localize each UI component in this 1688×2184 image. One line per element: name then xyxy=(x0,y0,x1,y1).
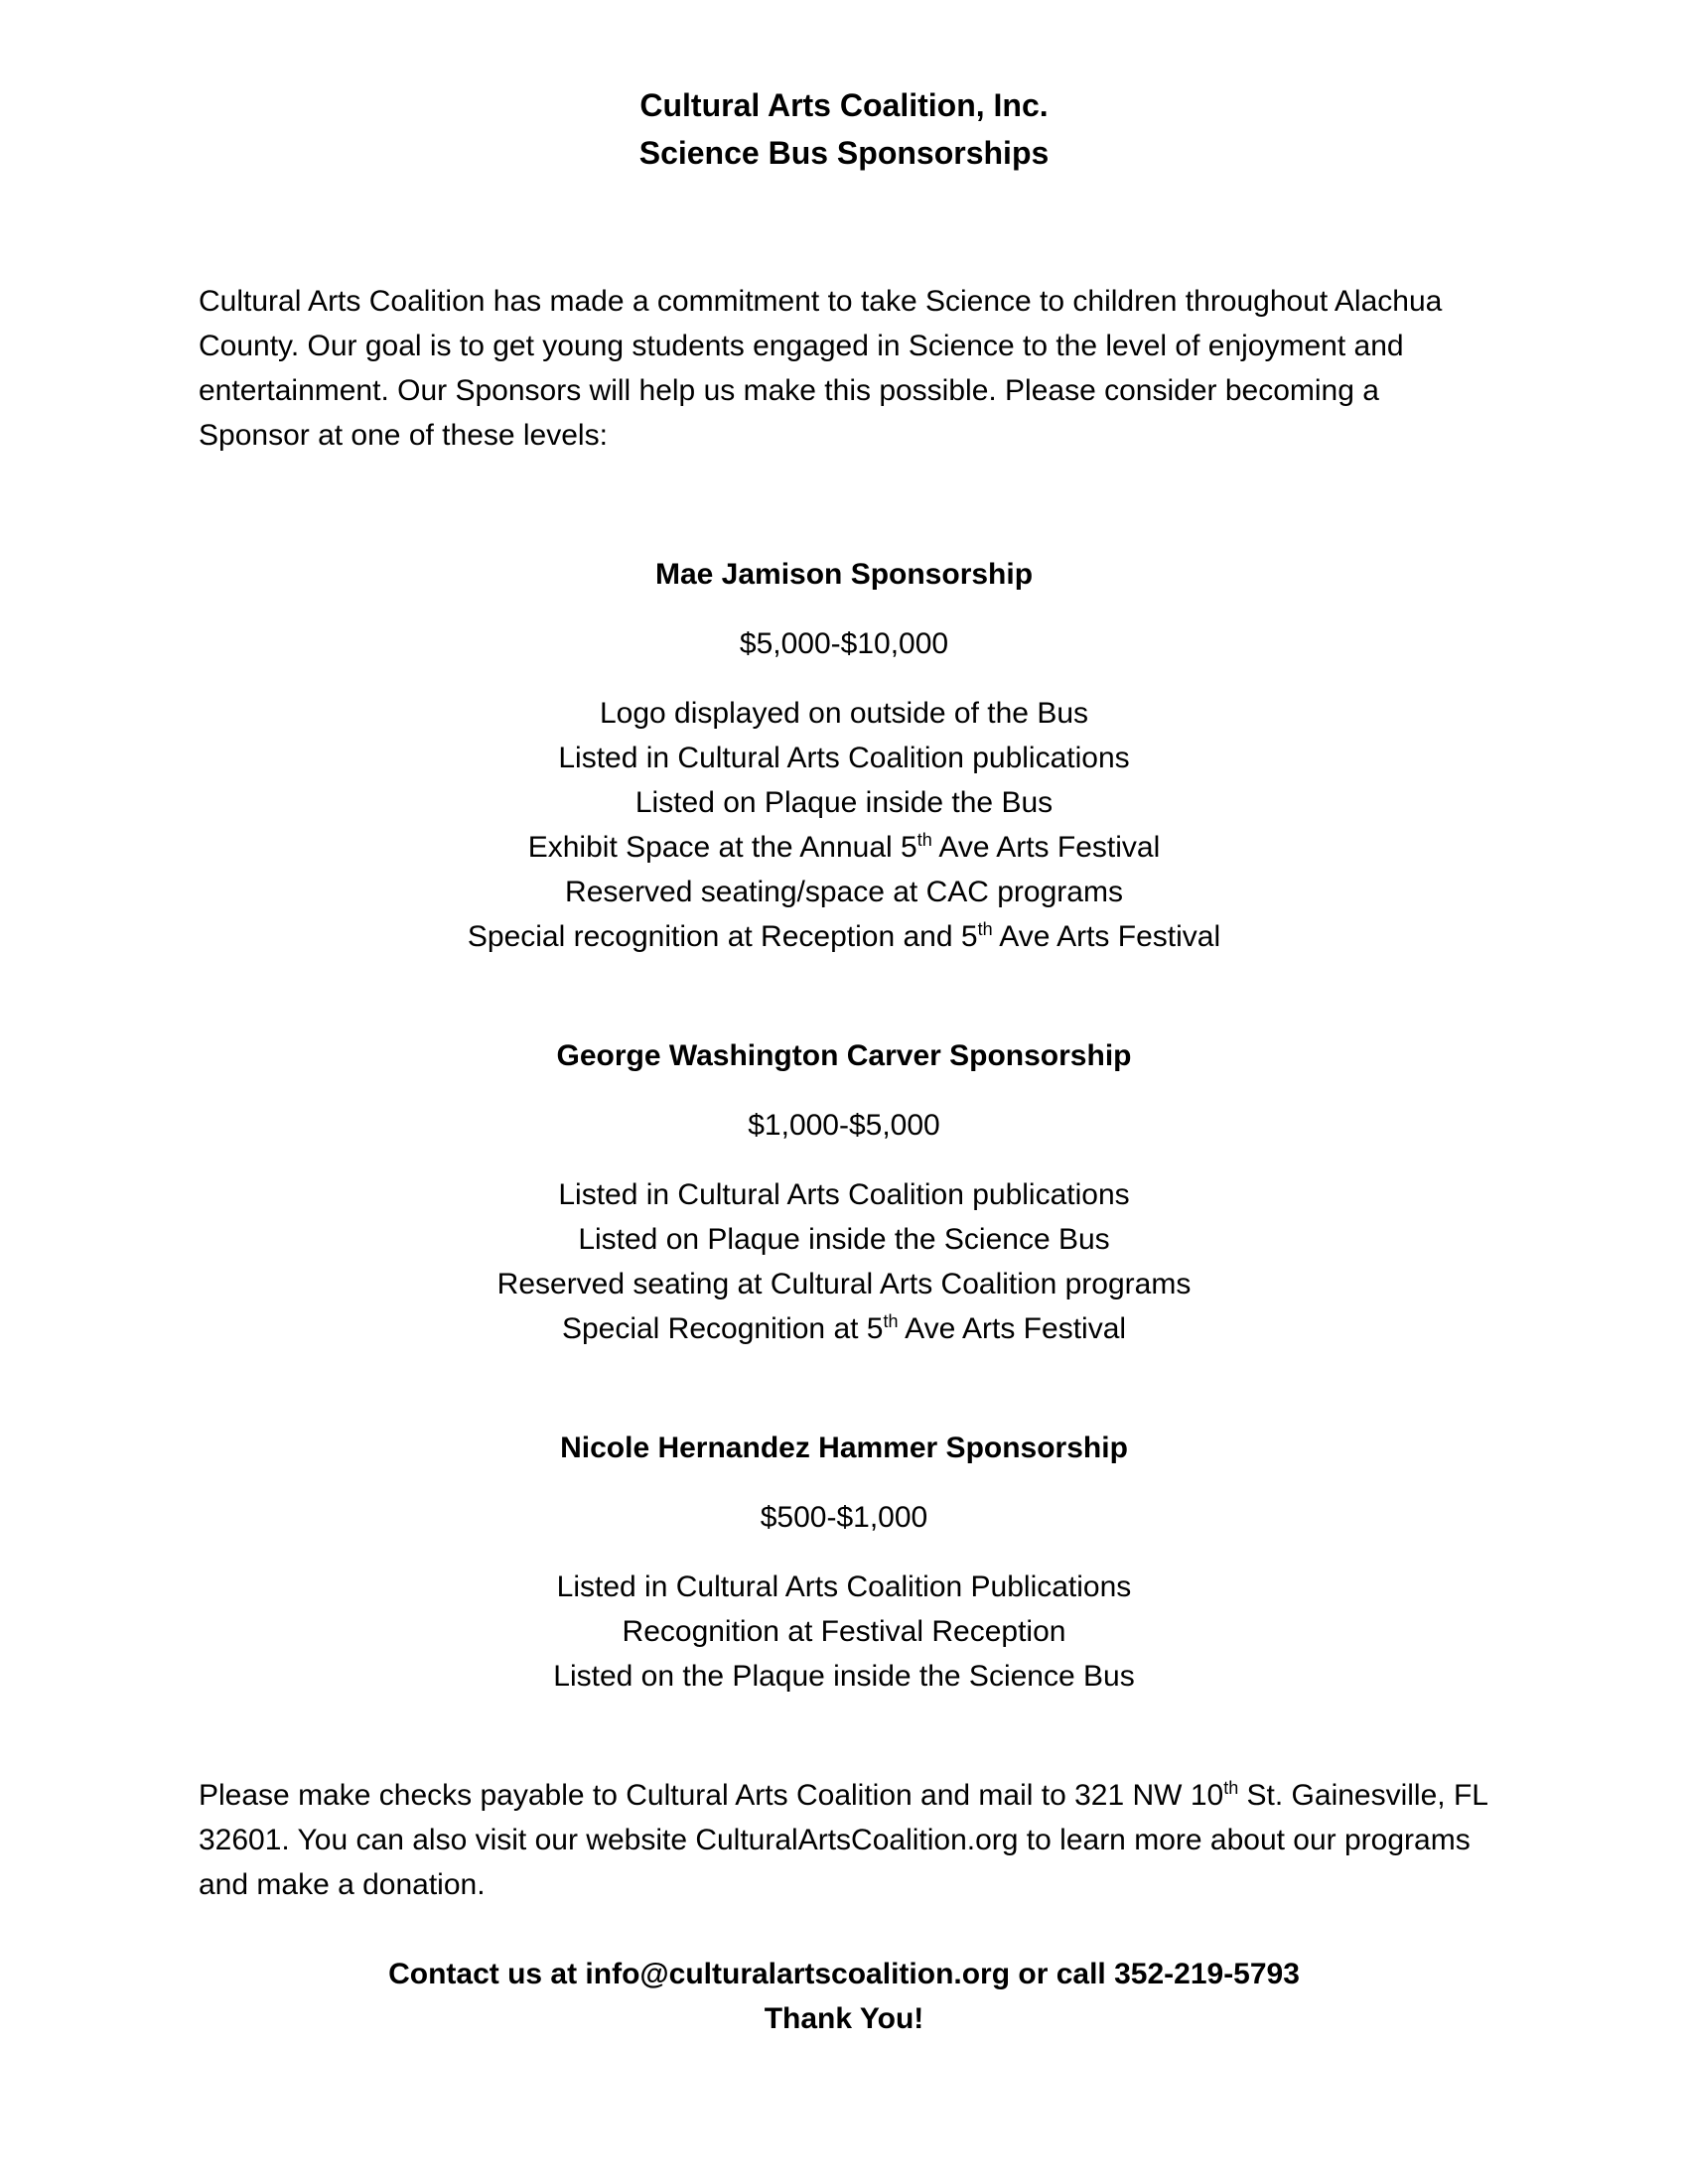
superscript: th xyxy=(883,1311,899,1331)
benefit-text: Listed in Cultural Arts Coalition Publications xyxy=(556,1570,1132,1603)
closing-text: Please make checks payable to Cultural Arts Coalition and mail to 321 NW 10 xyxy=(199,1779,1224,1812)
benefit-line xyxy=(199,1262,1489,1306)
benefit-text: Special recognition at Reception and 5 xyxy=(467,920,978,953)
benefit-text: Ave Arts Festival xyxy=(992,920,1221,953)
benefit-text: Listed on Plaque inside the Bus xyxy=(634,786,1054,819)
title-line-1: Cultural Arts Coalition, Inc. xyxy=(639,87,1049,123)
benefit-text: Special Recognition at 5 xyxy=(561,1312,884,1345)
benefit-text: Reserved seating at Cultural Arts Coalition programs xyxy=(496,1268,1192,1300)
section-mae-jamison-sponsorship xyxy=(199,552,1489,959)
benefit-line xyxy=(199,914,1489,959)
benefit-text: Reserved seating/space at CAC programs xyxy=(565,876,1123,908)
section-heading: Nicole Hernandez Hammer Sponsorship xyxy=(560,1432,1128,1464)
benefit-text: Listed in Cultural Arts Coalition publications xyxy=(558,742,1130,774)
benefit-line xyxy=(199,736,1489,780)
superscript: th xyxy=(916,830,932,850)
benefit-line xyxy=(199,1565,1489,1609)
benefit-line xyxy=(199,1609,1489,1654)
benefit-line xyxy=(199,1306,1489,1351)
contact-line: Contact us at info@culturalartscoalition.org or call 352-219-5793 xyxy=(388,1958,1300,1990)
benefit-text: Recognition at Festival Reception xyxy=(622,1615,1066,1648)
benefit-text: Listed on Plaque inside the Science Bus xyxy=(578,1223,1110,1256)
intro-paragraph: Cultural Arts Coalition has made a commitment to take Science to children throughout Alachua County. Our goal is to get young students engaged in Science to the level of enjoyment and entertainment. Our Sponsors will help us make this possible. Please consider becoming a Sponsor at one of these levels: xyxy=(199,285,1451,452)
benefit-text: Listed in Cultural Arts Coalition publications xyxy=(558,1178,1130,1211)
benefit-list xyxy=(199,691,1489,959)
superscript: th xyxy=(977,919,993,939)
sponsorship-amount: $500-$1,000 xyxy=(760,1501,928,1534)
benefit-text: Exhibit Space at the Annual 5 xyxy=(527,831,917,864)
closing-text: St. Gainesville, FL 32601. You can also visit our website CulturalArtsCoalition.org to learn more about our programs and make a donation. xyxy=(199,1779,1504,1901)
benefit-line xyxy=(199,825,1489,870)
benefit-line xyxy=(199,870,1489,914)
sponsorship-amount: $5,000-$10,000 xyxy=(739,627,949,660)
benefit-text: Listed on the Plaque inside the Science Bus xyxy=(553,1660,1135,1693)
benefit-line xyxy=(199,1172,1489,1217)
document-title xyxy=(199,81,1489,177)
section-george-washington-carver-sponsorship xyxy=(199,1033,1489,1351)
benefit-text: Logo displayed on outside of the Bus xyxy=(599,697,1089,730)
title-line-2: Science Bus Sponsorships xyxy=(638,135,1050,171)
superscript: th xyxy=(1223,1778,1239,1798)
benefit-line xyxy=(199,1654,1489,1699)
section-heading: Mae Jamison Sponsorship xyxy=(654,558,1034,591)
benefit-list xyxy=(199,1565,1489,1699)
benefit-list xyxy=(199,1172,1489,1351)
benefit-line xyxy=(199,691,1489,736)
section-nicole-hernandez-hammer-sponsorship xyxy=(199,1426,1489,1699)
benefit-line xyxy=(199,1217,1489,1262)
section-heading: George Washington Carver Sponsorship xyxy=(556,1039,1132,1072)
sponsorship-amount: $1,000-$5,000 xyxy=(748,1109,940,1142)
benefit-line xyxy=(199,780,1489,825)
benefit-text: Ave Arts Festival xyxy=(931,831,1161,864)
closing-paragraph xyxy=(199,1773,1504,1907)
benefit-text: Ave Arts Festival xyxy=(898,1312,1127,1345)
thank-you-line: Thank You! xyxy=(764,2002,924,2035)
